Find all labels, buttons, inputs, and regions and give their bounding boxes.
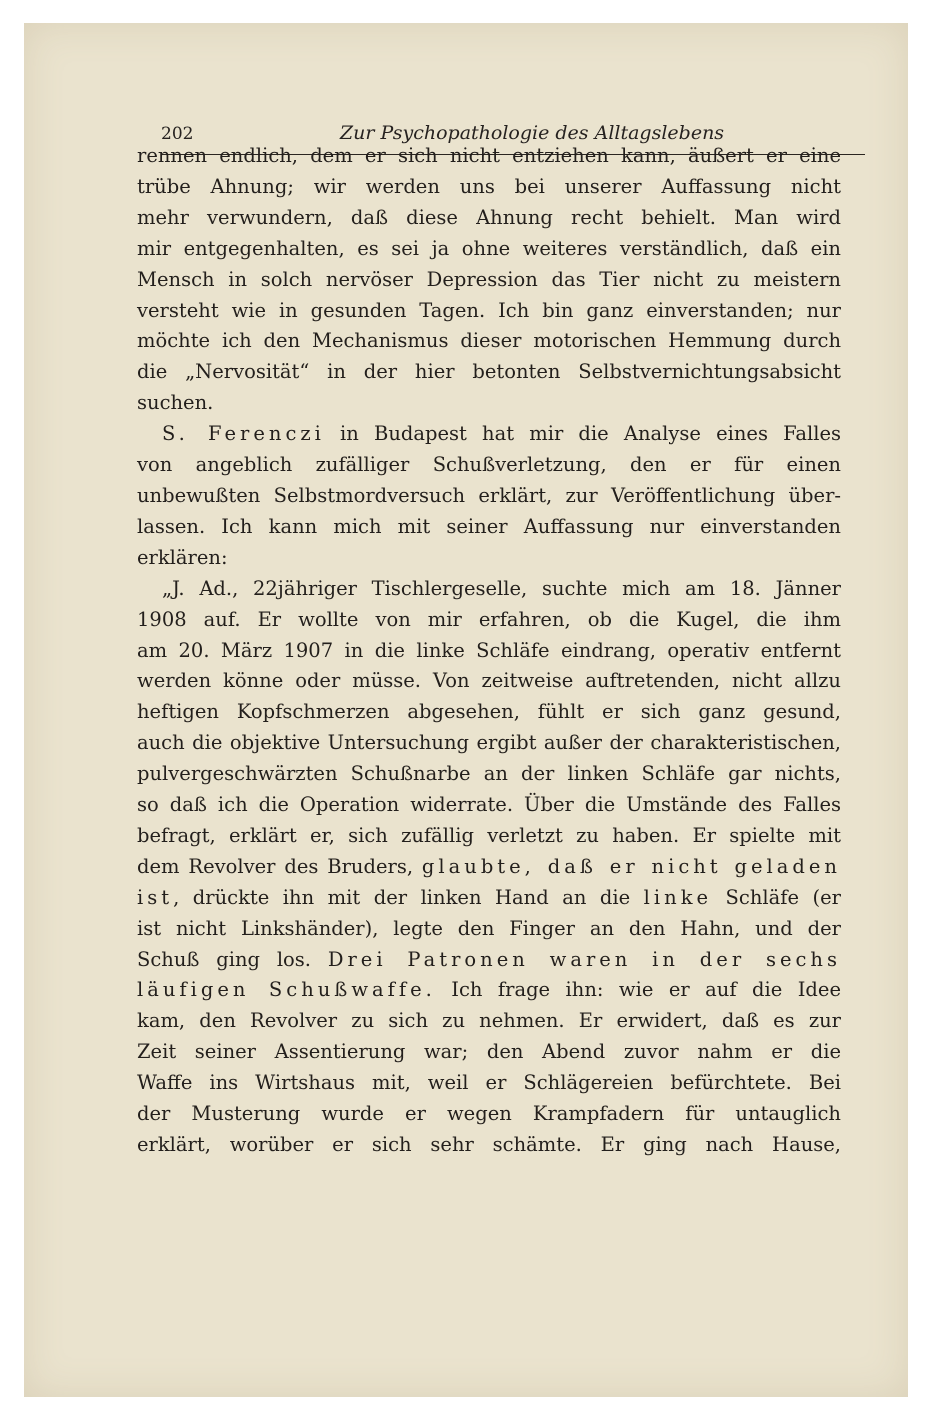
- text-line: möchte ich den Mechanismus dieser motorischen Hemmung durch: [137, 329, 841, 353]
- text-line: am 20. März 1907 in die linke Schläfe eindrang, operativ entfernt: [137, 638, 841, 662]
- text-line: befragt, erklärt er, sich zufällig verletzt zu haben. Er spielte mit: [137, 823, 841, 847]
- text-line: [137, 852, 841, 883]
- text-line: heftigen Kopfschmerzen abgesehen, fühlt er sich ganz gesund,: [137, 700, 841, 724]
- text-line: erklären:: [137, 545, 228, 569]
- text-line: lassen. Ich kann mich mit seiner Auffassung nur einverstanden: [137, 514, 841, 538]
- body-text: [137, 141, 841, 1161]
- text-line: ist nicht Linkshänder), legte den Finger an den Hahn, und der: [137, 916, 841, 940]
- text-run: Schuß ging los.: [137, 947, 328, 971]
- text-line: von angeblich zufälliger Schußverletzung, den er für einen: [137, 453, 841, 477]
- text-line: trübe Ahnung; wir werden uns bei unserer Auffassung nicht: [137, 174, 841, 198]
- text-line: „J. Ad., 22jähriger Tischlergeselle, suchte mich am 18. Jänner: [162, 576, 841, 600]
- text-line: mir entgegenhalten, es sei ja ohne weiteres verständlich, daß ein: [137, 236, 841, 260]
- text-run: , drückte ihn mit der linken Hand an die: [173, 885, 644, 909]
- text-line: kam, den Revolver zu sich zu nehmen. Er erwidert, daß es zur: [137, 1009, 841, 1033]
- paragraph-1: [137, 141, 841, 419]
- text-line: Waffe ins Wirtshaus mit, weil er Schlägereien befürchtete. Bei: [137, 1071, 841, 1095]
- text-line: [137, 975, 841, 1006]
- page-number: 202: [161, 124, 194, 144]
- text-line: der Musterung wurde er wegen Krampfadern für untauglich: [137, 1102, 841, 1126]
- running-title: Zur Psychopathologie des Alltagslebens: [339, 122, 725, 144]
- text-line: pulvergeschwärzten Schußnarbe an der linken Schläfe gar nichts,: [137, 762, 841, 786]
- text-line: so daß ich die Operation widerrate. Über die Umstände des Falles: [137, 793, 841, 817]
- paragraph-3: [137, 574, 841, 1161]
- text-line: Mensch in solch nervöser Depression das Tier nicht zu meistern: [137, 267, 841, 291]
- text-run: Schläfe (er: [712, 885, 841, 909]
- text-line: versteht wie in gesunden Tagen. Ich bin ganz einverstanden; nur: [137, 298, 841, 322]
- paragraph-2: [137, 419, 841, 574]
- spaced-text: glaubte, daß er nicht geladen: [421, 854, 841, 878]
- text-line: [137, 883, 841, 914]
- text-run: in Budapest hat mir die Analyse eines Falles: [324, 422, 841, 446]
- text-line: die „Nervosität“ in der hier betonten Selbstvernichtungsabsicht: [137, 360, 841, 384]
- text-line: Zeit seiner Assentierung war; den Abend zuvor nahm er die: [137, 1040, 841, 1064]
- text-line: [137, 945, 841, 976]
- text-run: dem Revolver des Bruders,: [137, 854, 422, 878]
- text-line: 1908 auf. Er wollte von mir erfahren, ob die Kugel, die ihm: [137, 607, 841, 631]
- spaced-text: linke: [643, 885, 713, 909]
- text-line: auch die objektive Untersuchung ergibt außer der charakteristischen,: [137, 731, 841, 755]
- text-line: unbewußten Selbstmordversuch erklärt, zur Veröffentlichung über-: [137, 483, 841, 507]
- text-line: rennen endlich, dem er sich nicht entziehen kann, äußert er eine: [137, 144, 841, 167]
- text-line: werden könne oder müsse. Von zeitweise auftretenden, nicht allzu: [137, 669, 841, 693]
- text-line: [137, 419, 841, 450]
- spaced-name: S. Ferenczi: [162, 422, 325, 446]
- text-line: mehr verwundern, daß diese Ahnung recht behielt. Man wird: [137, 205, 841, 229]
- spaced-text: ist: [137, 885, 174, 909]
- spaced-text: Drei Patronen waren in der sechs: [327, 947, 841, 971]
- text-line: erklärt, worüber er sich sehr schämte. Er ging nach Hause,: [137, 1133, 841, 1156]
- text-run: Ich frage ihn: wie er auf die Idee: [435, 978, 841, 1002]
- spaced-text: läufigen Schußwaffe.: [137, 978, 436, 1002]
- text-line: suchen.: [137, 391, 214, 415]
